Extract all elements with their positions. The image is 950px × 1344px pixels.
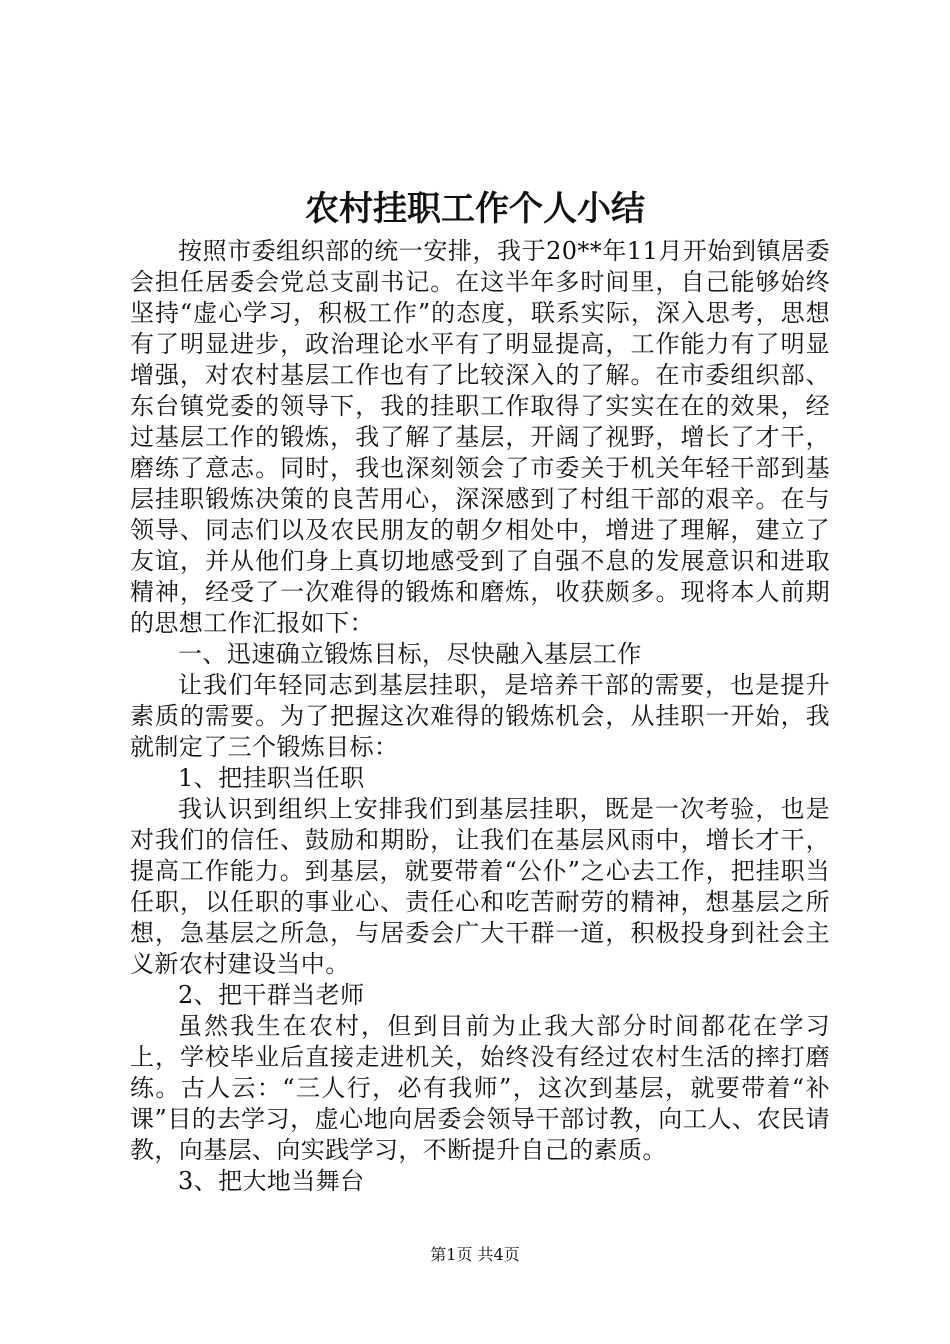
document-title: 农村挂职工作个人小结 [305,189,645,229]
subheading-2: 2、把干群当老师 [178,981,365,1009]
paragraph-subsection-1: 我认识到组织上安排我们到基层挂职，既是一次考验，也是对我们的信任、鼓励和期盼，让我们在基层风雨中，增长才干，提高工作能力。到基层，就要带着“公仆”之心去工作，把挂职当任职，以任职的事业心、责任心和吃苦耐劳的精神，想基层之所想，急基层之所急，与居委会广大干群一道，积极投身到社会主义新农村建设当中。 [130,795,830,978]
subheading-1: 1、把挂职当任职 [178,764,365,792]
paragraph-intro: 按照市委组织部的统一安排，我于20**年11月开始到镇居委会担任居委会党总支副书记。在这半年多时间里，自己能够始终坚持“虚心学习，积极工作”的态度，联系实际，深入思考，思想有了明显进步，政治理论水平有了明显提高，工作能力有了明显增强，对农村基层工作也有了比较深入的了解。在市委组织部、东台镇党委的领导下，我的挂职工作取得了实实在在的效果，经过基层工作的锻炼，我了解了基层，开阔了视野，增长了才干，磨练了意志。同时，我也深刻领会了市委关于机关年轻干部到基层挂职锻炼决策的良苦用心，深深感到了村组干部的艰辛。在与领导、同志们以及农民朋友的朝夕相处中，增进了理解，建立了友谊，并从他们身上真切地感受到了自强不息的发展意识和进取精神，经受了一次难得的锻炼和磨炼，收获颇多。现将本人前期的思想工作汇报如下： [130,237,830,637]
subheading-3: 3、把大地当舞台 [178,1167,365,1195]
paragraph-subsection-2: 虽然我生在农村，但到目前为止我大部分时间都花在学习上，学校毕业后直接走进机关，始终没有经过农村生活的摔打磨练。古人云：“三人行，必有我师”，这次到基层，就要带着“补课”目的去学习，虚心地向居委会领导干部讨教，向工人、农民请教，向基层、向实践学习，不断提升自己的素质。 [130,1012,830,1164]
document-body [130,236,830,1197]
section-heading-1: 一、迅速确立锻炼目标，尽快融入基层工作 [178,640,642,668]
paragraph-section-1: 让我们年轻同志到基层挂职，是培养干部的需要，也是提升素质的需要。为了把握这次难得的锻炼机会，从挂职一开始，我就制定了三个锻炼目标： [130,671,830,761]
page-footer: 第1页 共4页 [430,1245,520,1264]
